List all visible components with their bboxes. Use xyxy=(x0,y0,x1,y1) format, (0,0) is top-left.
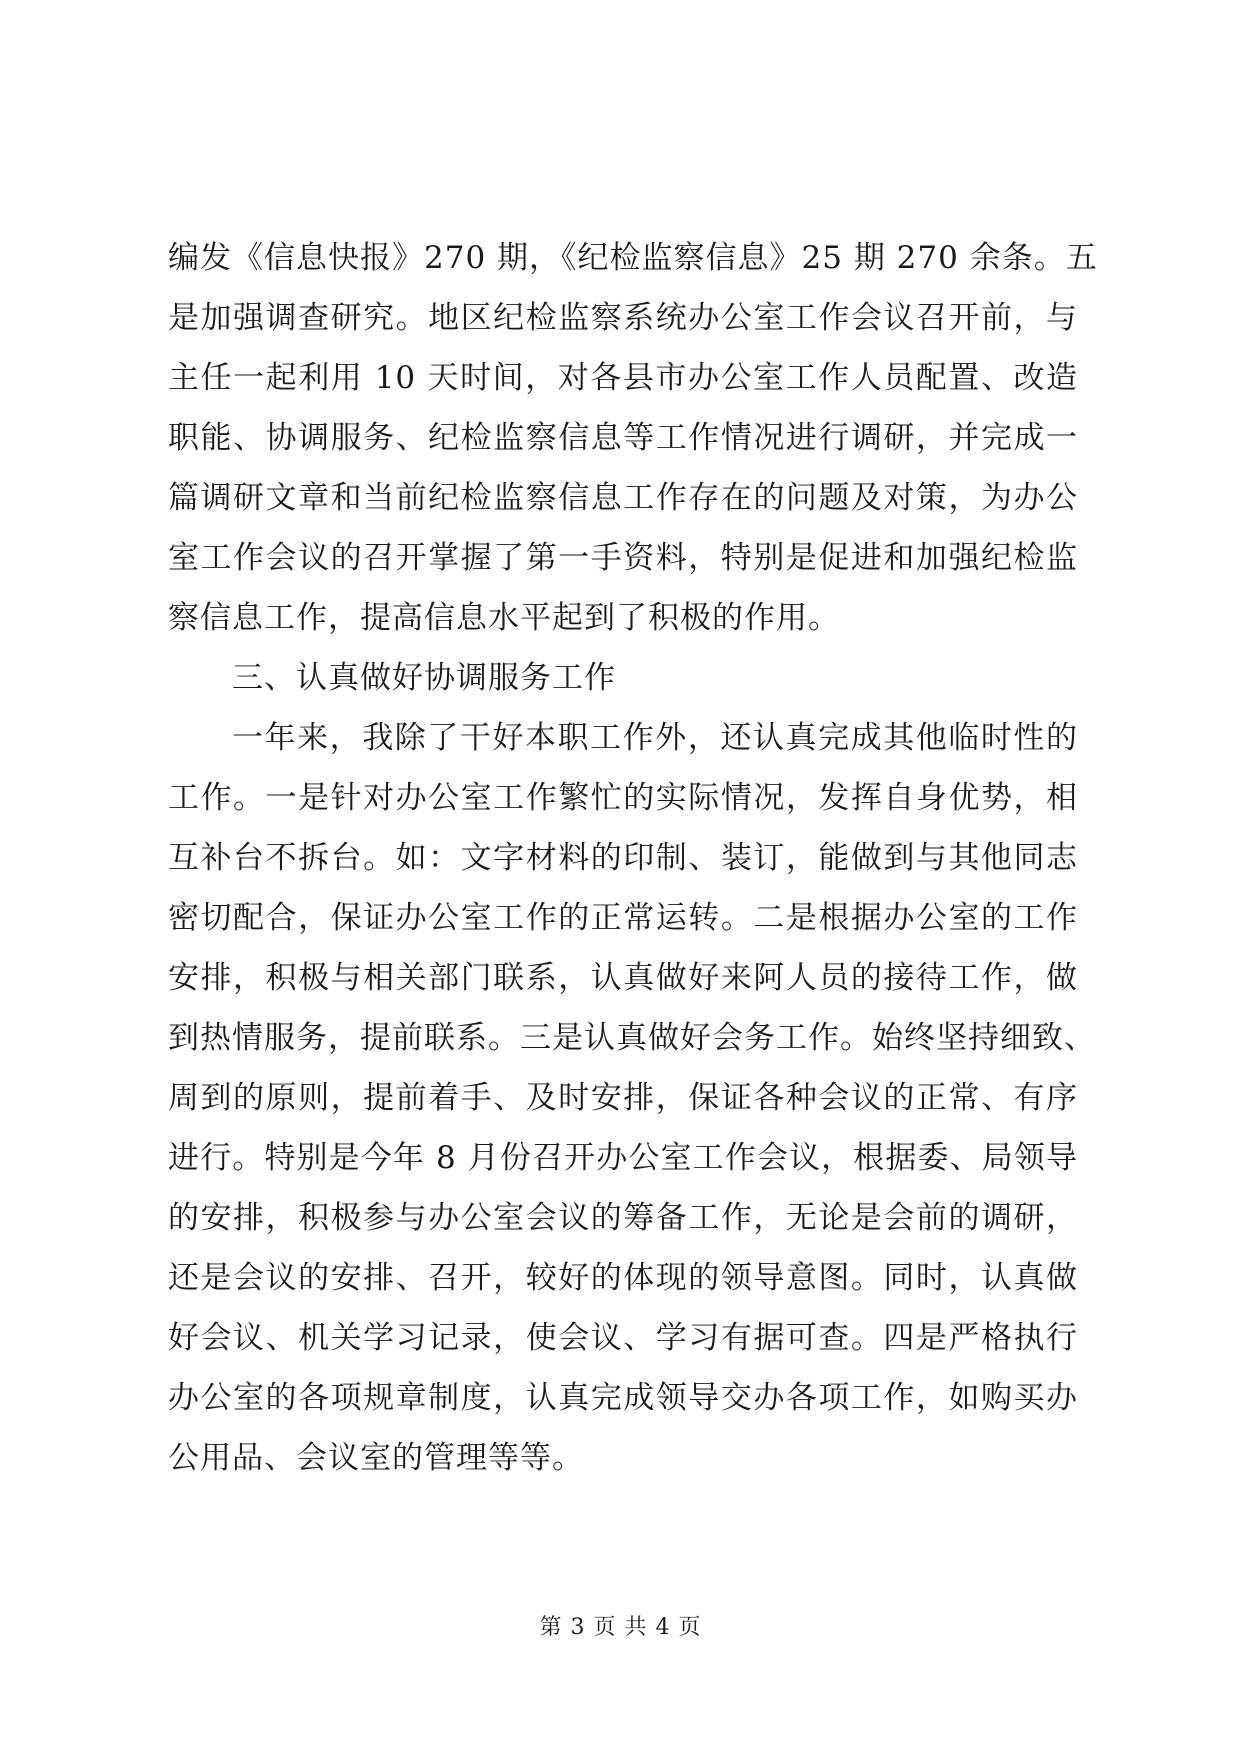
text-line: 室工作会议的召开掌握了第一手资料，特别是促进和加强纪检监 xyxy=(168,540,1078,576)
text-line: 互补台不拆台。如：文字材料的印制、装订，能做到与其他同志 xyxy=(168,840,1078,876)
text-line: 安排，积极与相关部门联系，认真做好来阿人员的接待工作，做 xyxy=(168,960,1078,996)
text-line: 好会议、机关学习记录，使会议、学习有据可查。四是严格执行 xyxy=(168,1320,1078,1356)
text-line: 到热情服务，提前联系。三是认真做好会务工作。始终坚持细致、 xyxy=(168,1020,1096,1056)
text-line: 主任一起利用 10 天时间，对各县市办公室工作人员配置、改造 xyxy=(168,360,1078,396)
text-line: 编发《信息快报》270 期，《纪检监察信息》25 期 270 余条。五 xyxy=(168,240,1098,276)
text-line: 还是会议的安排、召开，较好的体现的领导意图。同时，认真做 xyxy=(168,1260,1078,1296)
text-line: 公用品、会议室的管理等等。 xyxy=(168,1440,584,1476)
text-line: 工作。一是针对办公室工作繁忙的实际情况，发挥自身优势，相 xyxy=(168,780,1078,816)
text-line: 是加强调查研究。地区纪检监察系统办公室工作会议召开前，与 xyxy=(168,300,1078,336)
text-line: 察信息工作，提高信息水平起到了积极的作用。 xyxy=(168,600,840,636)
page-number-footer: 第 3 页 共 4 页 xyxy=(539,1615,702,1640)
text-line: 的安排，积极参与办公室会议的筹备工作，无论是会前的调研， xyxy=(168,1200,1078,1236)
text-line: 职能、协调服务、纪检监察信息等工作情况进行调研，并完成一 xyxy=(168,420,1078,456)
text-line: 进行。特别是今年 8 月份召开办公室工作会议，根据委、局领导 xyxy=(168,1140,1078,1176)
text-line: 周到的原则，提前着手、及时安排，保证各种会议的正常、有序 xyxy=(168,1080,1078,1116)
document-body xyxy=(168,228,1098,1488)
text-line: 一年来，我除了干好本职工作外，还认真完成其他临时性的 xyxy=(232,720,1078,756)
section-heading: 三、认真做好协调服务工作 xyxy=(232,660,616,696)
text-line: 篇调研文章和当前纪检监察信息工作存在的问题及对策，为办公 xyxy=(168,480,1078,516)
text-line: 密切配合，保证办公室工作的正常运转。二是根据办公室的工作 xyxy=(168,900,1078,936)
text-line: 办公室的各项规章制度，认真完成领导交办各项工作，如购买办 xyxy=(168,1380,1078,1416)
